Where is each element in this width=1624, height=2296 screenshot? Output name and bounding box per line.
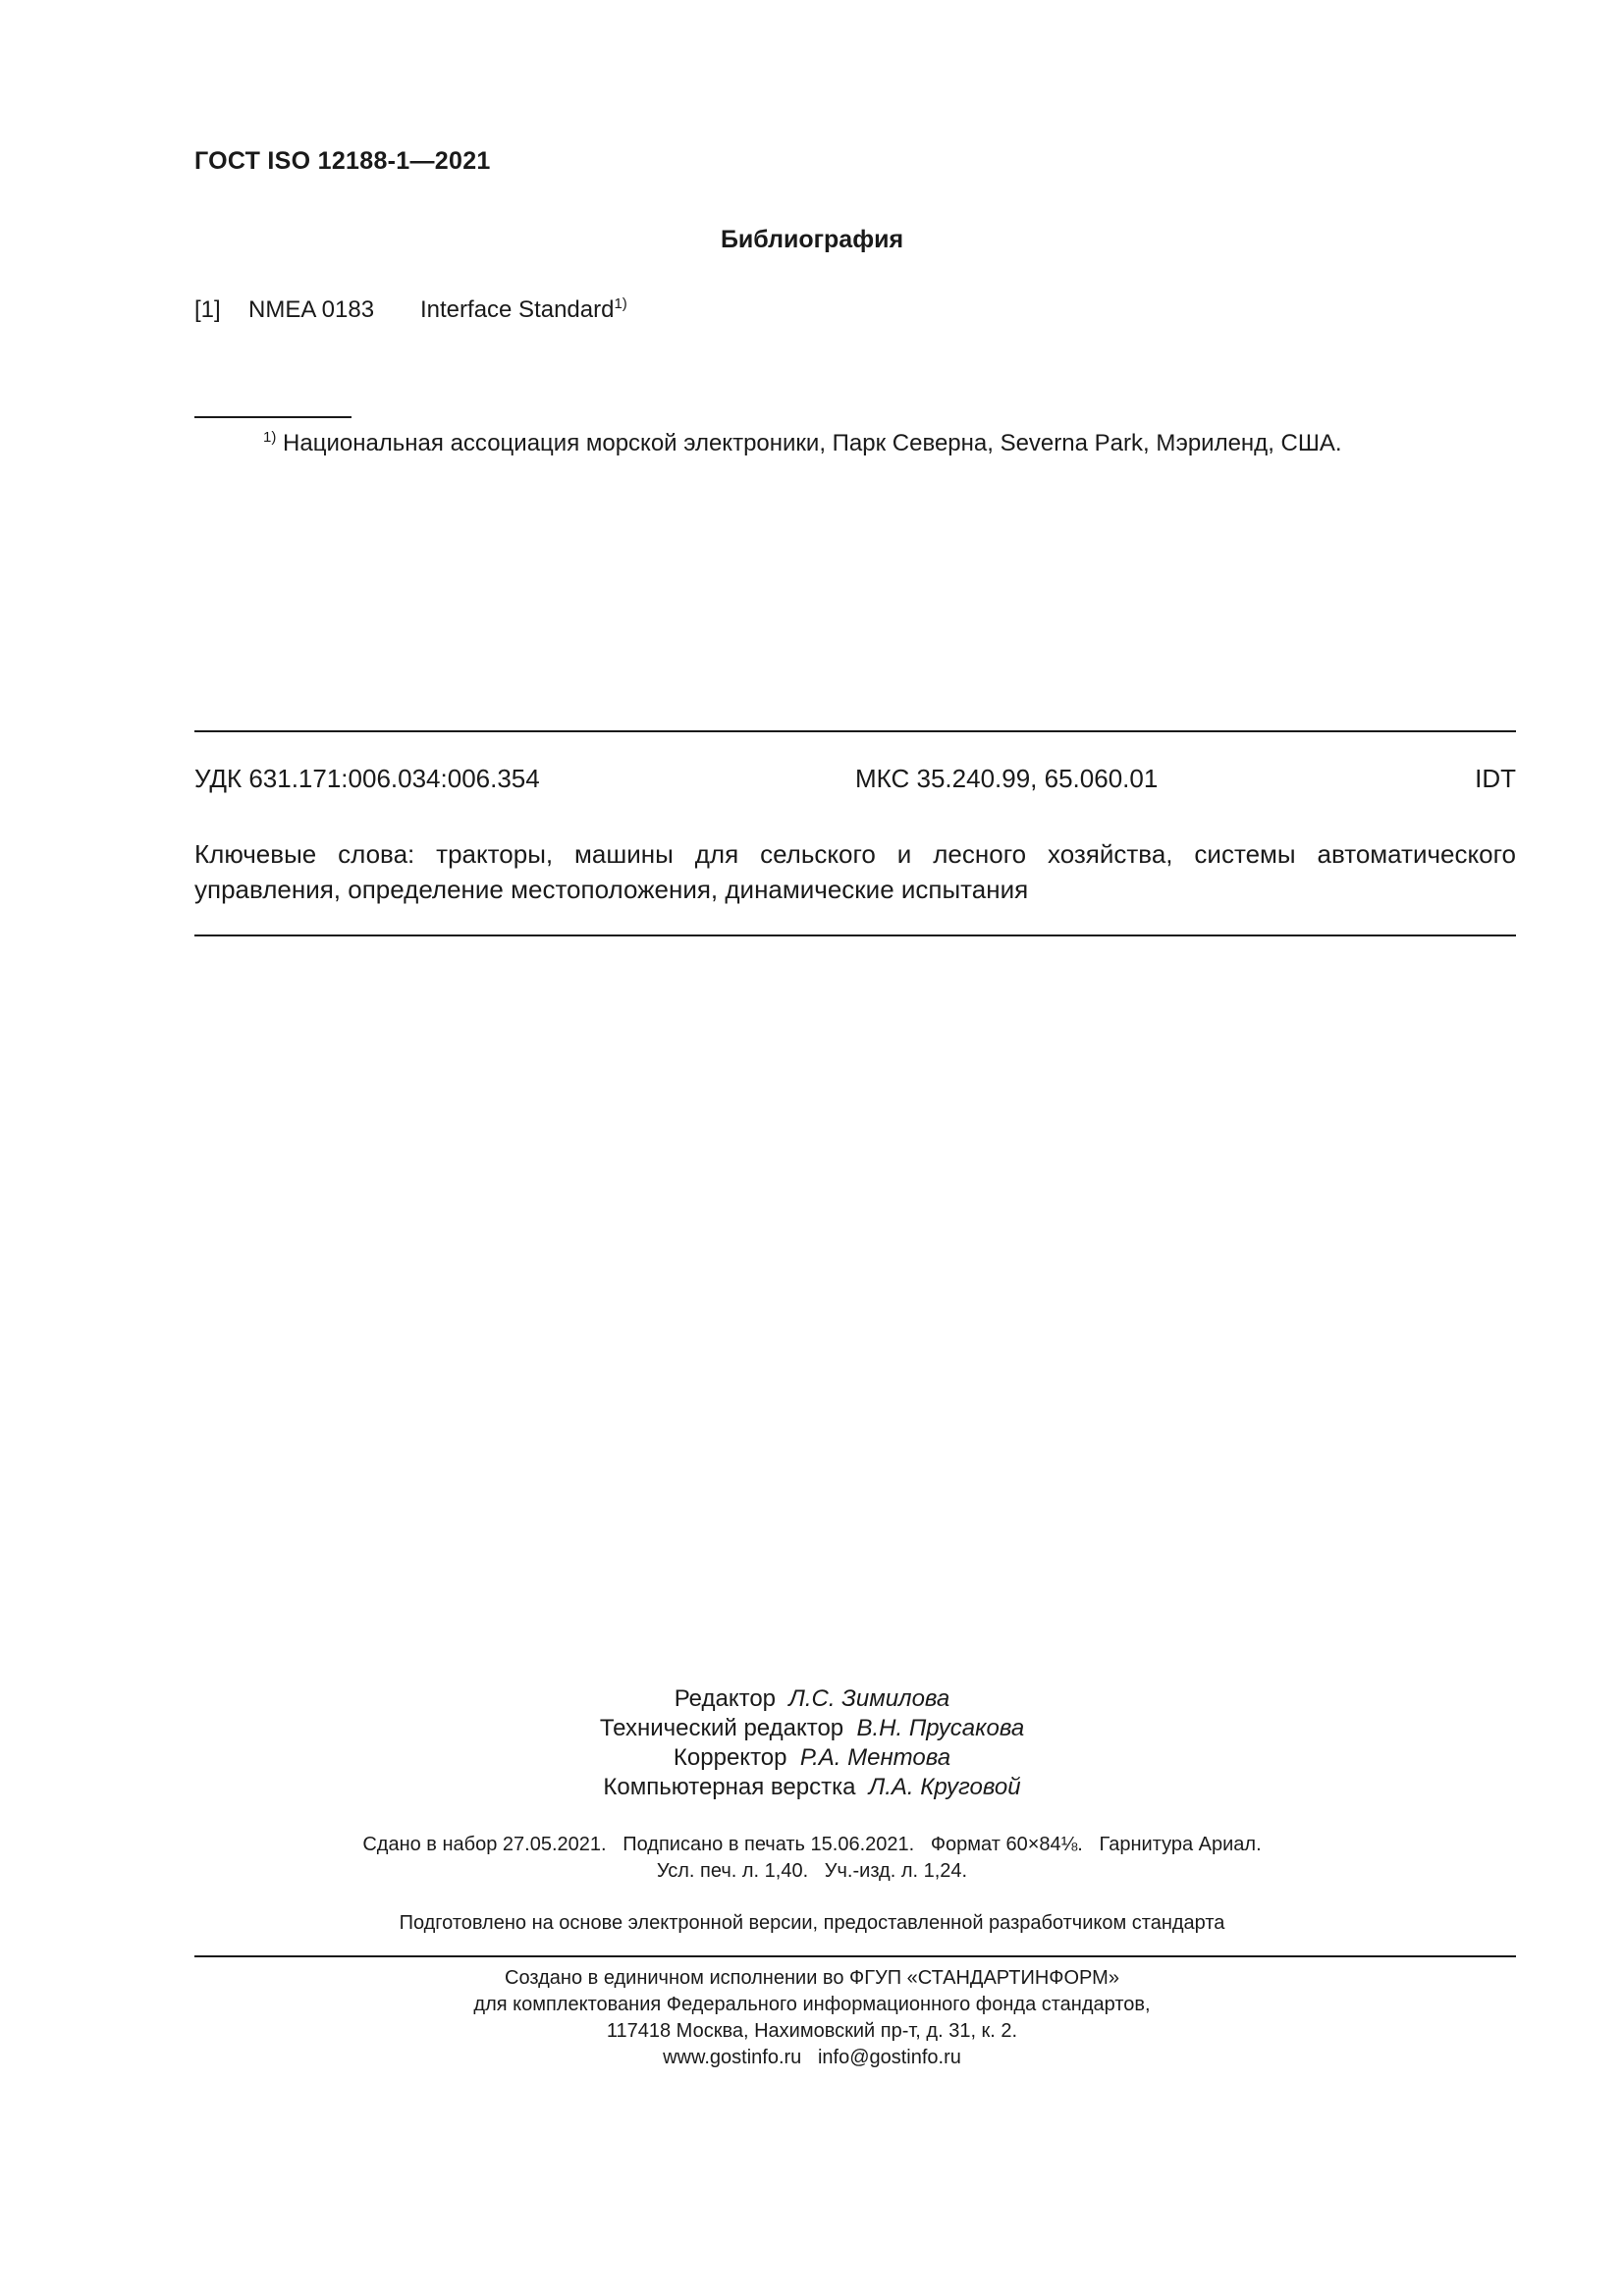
divider-bottom: [194, 1955, 1516, 1957]
imprint-contacts: [0, 2045, 1624, 2071]
imprint-line: для комплектования Федерального информационного фонда стандартов,: [473, 1994, 1151, 2015]
keywords: Ключевые слова: тракторы, машины для сельского и лесного хозяйства, системы автоматического управления, определение местоположения, динамические испытания: [194, 839, 1516, 904]
credit-name: Л.А. Круговой: [868, 1774, 1021, 1800]
email-link[interactable]: info@gostinfo.ru: [817, 2047, 961, 2068]
prepared-note: Подготовлено на основе электронной версии, предоставленной разработчиком стандарта: [399, 1912, 1225, 1934]
credits: [0, 1684, 1624, 1802]
imprint-line: Создано в единичном исполнении во ФГУП «СТАНДАРТИНФОРМ»: [505, 1967, 1119, 1989]
footnote-separator: [194, 416, 352, 418]
credit-role: Корректор: [673, 1744, 787, 1771]
divider-middle: [194, 934, 1516, 936]
credit-role: Технический редактор: [599, 1715, 844, 1741]
publication-info-line: Сдано в набор 27.05.2021. Подписано в печать 15.06.2021. Формат 60×84⅛. Гарнитура Ариал.: [362, 1834, 1262, 1855]
credit-name: Р.А. Ментова: [799, 1744, 951, 1771]
footnote-marker: 1): [614, 295, 627, 312]
bibliography-ref-code: NMEA 0183: [248, 296, 375, 323]
imprint-address: 117418 Москва, Нахимовский пр-т, д. 31, к. 2.: [606, 2020, 1018, 2042]
bibliography-ref-name: Interface Standard: [420, 296, 615, 323]
bibliography-ref-title: [420, 296, 627, 324]
credit-technical-editor: [0, 1714, 1624, 1743]
credit-name: В.Н. Прусакова: [856, 1715, 1025, 1741]
divider-top: [194, 730, 1516, 732]
bibliography-title: Библиография: [720, 226, 904, 253]
udk-code: УДК 631.171:006.034:006.354: [194, 764, 540, 793]
credit-name: Л.С. Зимилова: [788, 1685, 950, 1712]
credit-role: Компьютерная верстка: [603, 1774, 856, 1800]
credit-role: Редактор: [674, 1685, 777, 1712]
website-link[interactable]: www.gostinfo.ru: [663, 2047, 802, 2068]
mks-code: МКС 35.240.99, 65.060.01: [855, 764, 1159, 793]
footnote-mark: 1): [263, 429, 277, 446]
imprint: [0, 1965, 1624, 2071]
document-code: ГОСТ ISO 12188-1—2021: [194, 147, 491, 175]
bibliography-ref-number: [1]: [194, 296, 221, 323]
footnote-text: Национальная ассоциация морской электроники, Парк Северна, Severna Park, Мэриленд, США.: [283, 430, 1342, 456]
publication-info-line: Усл. печ. л. 1,40. Уч.-изд. л. 1,24.: [656, 1860, 968, 1882]
credit-proofreader: [0, 1743, 1624, 1773]
credit-editor: [0, 1684, 1624, 1714]
credit-layout: [0, 1773, 1624, 1802]
degree-of-correspondence: IDT: [1475, 764, 1516, 793]
publication-info: [0, 1832, 1624, 1885]
footnote: [263, 430, 1342, 457]
